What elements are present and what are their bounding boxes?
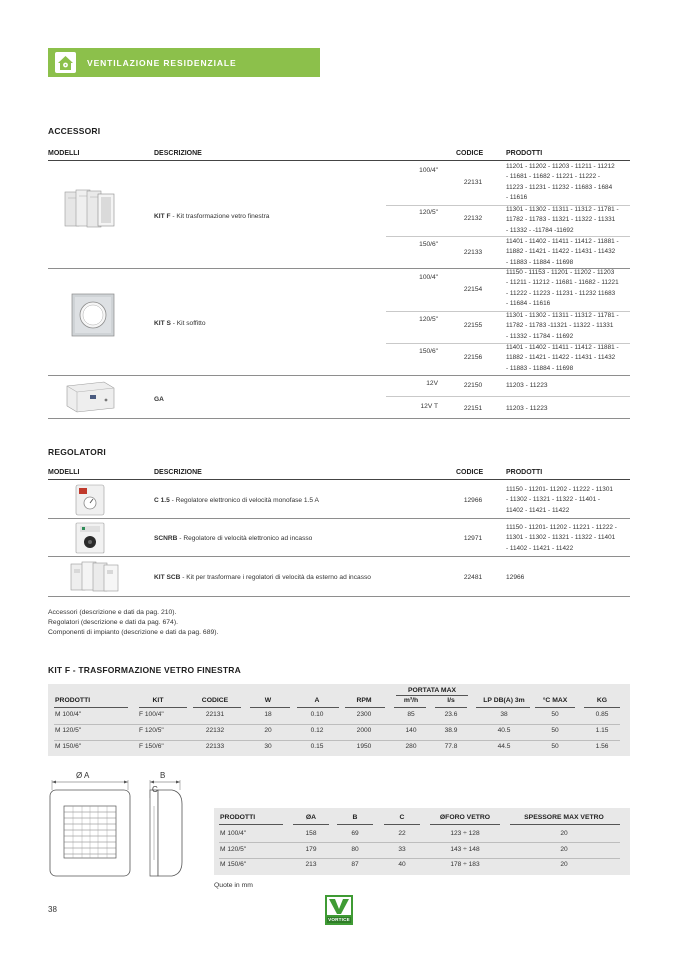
group-rule <box>48 418 630 419</box>
cell: 22131 <box>205 711 225 718</box>
cell: 2000 <box>356 727 372 734</box>
cell: 20 <box>264 727 272 734</box>
section-header-band <box>48 48 320 77</box>
dth-foro: ØFORO VETRO <box>439 814 491 821</box>
row-rule <box>219 858 620 859</box>
c15-image <box>74 484 106 516</box>
ga-code: 22150 <box>463 382 483 389</box>
prod-line: - 11332 - 11784 - 11692 <box>506 332 574 340</box>
th-rule <box>139 707 187 708</box>
th-lp: LP DB(A) 3m <box>483 697 525 704</box>
dth-a: ØA <box>305 814 317 821</box>
dimension-drawing <box>46 770 196 880</box>
dth-c: C <box>399 814 405 821</box>
header-rule <box>48 479 630 480</box>
unit-note: Quote in mm <box>214 882 253 889</box>
cell: 143 ÷ 148 <box>450 846 480 853</box>
th-kg: KG <box>596 697 608 704</box>
cell: 38 <box>500 711 508 718</box>
c15-prodotti <box>506 485 613 516</box>
header-rule <box>48 160 630 161</box>
cell: M 120/5" <box>55 727 82 734</box>
prod-line: 11782 - 11783 -11321 - 11322 - 11331 <box>506 322 614 330</box>
cell: 0.12 <box>310 727 324 734</box>
ga-prodotti: 11203 - 11223 <box>506 382 548 389</box>
cell: M 150/6" <box>220 861 247 868</box>
kit-f-size: 120/5" <box>419 209 438 216</box>
cell: 22133 <box>205 743 225 750</box>
kit-s-size: 100/4" <box>419 274 438 281</box>
kit-s-desc-text: - Kit soffitto <box>170 320 206 327</box>
kit-s-prodotti <box>506 311 619 342</box>
cell: 40.5 <box>497 727 511 734</box>
brand-name: VORTICE <box>328 917 350 922</box>
prod-line: 11201 - 11202 - 11203 - 11211 - 11212 <box>506 163 615 170</box>
c15-code: 12966 <box>463 497 483 504</box>
dth-rule <box>430 824 500 825</box>
row-rule <box>48 518 630 519</box>
c15-desc <box>154 497 319 504</box>
col-modelli: MODELLI <box>48 150 80 157</box>
prod-line: 11301 - 11302 - 11321 - 11322 - 11401 <box>506 534 616 542</box>
cell: 1950 <box>356 743 372 750</box>
cell: 20 <box>560 861 568 868</box>
note-line: Regolatori (descrizione e dati da pag. 674). <box>48 619 178 626</box>
dth-spessore: SPESSORE MAX VETRO <box>524 814 604 821</box>
kit-s-size: 120/5" <box>419 316 438 323</box>
dims-row <box>214 861 630 873</box>
ga-size: 12V <box>426 380 438 387</box>
cell: 1.56 <box>595 743 609 750</box>
cell: 85 <box>407 711 415 718</box>
cell: 50 <box>551 711 559 718</box>
cell: 38.9 <box>444 727 458 734</box>
kit-f-size: 150/6" <box>419 241 438 248</box>
cell: 40 <box>398 861 406 868</box>
th-w: W <box>264 697 272 704</box>
th-codice: CODICE <box>201 697 229 704</box>
col-codice: CODICE <box>456 150 484 157</box>
kitf-title: KIT F - TRASFORMAZIONE VETRO FINESTRA <box>48 665 241 675</box>
dth-rule <box>384 824 420 825</box>
dth-rule <box>219 824 283 825</box>
col-modelli: MODELLI <box>48 469 80 476</box>
cell: 123 ÷ 128 <box>450 830 480 837</box>
accessori-title: ACCESSORI <box>48 126 101 136</box>
cell: 20 <box>560 846 568 853</box>
th-m3h: m³/h <box>403 697 419 704</box>
kitf-row <box>48 711 630 725</box>
cell: 22 <box>398 830 406 837</box>
kit-scb-desc-text: - Kit per trasformare i regolatori di velocità da esterno ad incasso <box>180 574 371 581</box>
cell: 80 <box>351 846 359 853</box>
kit-f-desc <box>154 213 269 220</box>
prod-line: - 11616 <box>506 194 528 202</box>
scnrb-prodotti <box>506 523 617 554</box>
prod-line: - 11681 - 11682 - 11221 - 11222 - <box>506 173 601 181</box>
kit-f-prodotti <box>506 162 615 204</box>
kit-f-code: 22132 <box>463 215 483 222</box>
prod-line: 11301 - 11302 - 11311 - 11312 - 11781 - <box>506 206 619 213</box>
cell: 77.8 <box>444 743 458 750</box>
cell: 30 <box>264 743 272 750</box>
cell: 20 <box>560 830 568 837</box>
dth-b: B <box>352 814 358 821</box>
prod-line: 11301 - 11302 - 11311 - 11312 - 11781 - <box>506 312 619 319</box>
home-fan-icon <box>55 52 76 73</box>
kit-f-desc-text: - Kit trasformazione vetro finestra <box>170 213 270 220</box>
ga-image <box>64 378 116 414</box>
dth-rule <box>510 824 620 825</box>
cell: 50 <box>551 743 559 750</box>
scnrb-image <box>74 522 106 554</box>
th-rule <box>435 707 467 708</box>
col-descrizione: DESCRIZIONE <box>154 469 202 476</box>
portata-label: PORTATA MAX <box>407 687 457 694</box>
kit-s-image <box>71 293 115 337</box>
col-prodotti: PRODOTTI <box>506 150 543 157</box>
kit-f-code: 22133 <box>463 249 483 256</box>
dims-row <box>214 830 630 842</box>
th-prodotti: PRODOTTI <box>55 697 91 704</box>
group-rule <box>48 375 630 376</box>
col-codice: CODICE <box>456 469 484 476</box>
cell: 0.10 <box>310 711 324 718</box>
row-rule <box>48 596 630 597</box>
th-rule <box>250 707 290 708</box>
prod-line: 11882 - 11421 - 11422 - 11431 - 11432 <box>506 248 616 256</box>
th-a: A <box>314 697 320 704</box>
th-rule <box>535 707 575 708</box>
row-rule <box>54 724 620 725</box>
th-rule <box>584 707 620 708</box>
kit-scb-name: KIT SCB <box>154 574 181 581</box>
cell: 50 <box>551 727 559 734</box>
cell: F 150/6" <box>139 743 164 750</box>
ga-size: 12V T <box>420 403 438 410</box>
scnrb-desc-text: - Regolatore di velocità elettronico ad incasso <box>177 535 313 542</box>
th-rule <box>54 707 128 708</box>
cell: 22132 <box>205 727 225 734</box>
kit-s-prodotti <box>506 343 619 374</box>
cell: 23.6 <box>444 711 458 718</box>
prod-line: 11150 - 11201- 11202 - 11222 - 11301 <box>506 486 613 493</box>
cell: F 120/5" <box>139 727 164 734</box>
label-diameter-a: Ø A <box>76 771 90 780</box>
row-rule <box>219 842 620 843</box>
cell: 69 <box>351 830 359 837</box>
kit-s-size: 150/6" <box>419 348 438 355</box>
cell: 179 <box>305 846 317 853</box>
prod-line: - 11222 - 11223 - 11231 - 11232 11683 <box>506 289 616 297</box>
prod-line: 11150 - 11201- 11202 - 11221 - 11222 - <box>506 524 617 531</box>
th-rule <box>476 707 530 708</box>
cell: M 120/5" <box>220 846 247 853</box>
cell: 18 <box>264 711 272 718</box>
prod-line: 11401 - 11402 - 11411 - 11412 - 11881 - <box>506 238 619 245</box>
note-line: Componenti di impianto (descrizione e dati da pag. 689). <box>48 629 219 636</box>
prod-line: 11782 - 11783 - 11321 - 11322 - 11331 <box>506 216 616 224</box>
kit-scb-prodotti: 12966 <box>506 574 525 581</box>
kit-scb-code: 22481 <box>463 574 483 581</box>
row-rule <box>48 556 630 557</box>
scnrb-code: 12971 <box>463 535 483 542</box>
kit-s-code: 22155 <box>463 322 483 329</box>
notes <box>48 608 218 638</box>
cell: 33 <box>398 846 406 853</box>
cell: 178 ÷ 183 <box>450 861 480 868</box>
cell: 158 <box>305 830 317 837</box>
th-rule <box>297 707 339 708</box>
prod-line: 11402 - 11421 - 11422 <box>506 506 570 514</box>
scnrb-name: SCNRB <box>154 535 178 542</box>
prod-line: - 11211 - 11212 - 11681 - 11682 - 11221 <box>506 279 619 287</box>
prod-line: - 11302 - 11321 - 11322 - 11401 - <box>506 496 601 504</box>
col-prodotti: PRODOTTI <box>506 469 543 476</box>
kit-f-prodotti <box>506 205 619 236</box>
kit-s-name: KIT S <box>154 320 171 327</box>
ga-name: GA <box>154 396 164 403</box>
ga-code: 22151 <box>463 405 483 412</box>
kit-s-code: 22154 <box>463 286 483 293</box>
row-rule <box>386 396 630 397</box>
ga-desc <box>154 396 164 403</box>
kit-s-desc <box>154 320 206 327</box>
c15-name: C 1.5 <box>154 497 170 504</box>
dth-rule <box>337 824 373 825</box>
kit-scb-desc <box>154 574 371 581</box>
cell: 0.15 <box>310 743 324 750</box>
kit-f-size: 100/4" <box>419 167 438 174</box>
prod-line: 11401 - 11402 - 11411 - 11412 - 11881 - <box>506 344 619 351</box>
dims-row <box>214 846 630 858</box>
prod-line: 11150 - 11153 - 11201 - 11202 - 11203 <box>506 269 615 276</box>
th-rpm: RPM <box>356 697 372 704</box>
th-rule <box>345 707 385 708</box>
col-descrizione: DESCRIZIONE <box>154 150 202 157</box>
portata-rule <box>396 695 468 696</box>
label-c: C <box>152 785 158 794</box>
kit-f-name: KIT F <box>154 213 171 220</box>
ga-prodotti: 11203 - 11223 <box>506 405 548 412</box>
th-rule <box>193 707 241 708</box>
row-rule <box>54 740 620 741</box>
regolatori-title: REGOLATORI <box>48 447 106 457</box>
th-rule <box>394 707 426 708</box>
prod-line: 11223 - 11231 - 11232 - 11683 - 1684 <box>506 183 613 191</box>
kit-f-prodotti <box>506 237 619 268</box>
prod-line: - 11332 - -11784 -11692 <box>506 226 574 234</box>
cell: 44.5 <box>497 743 511 750</box>
vortice-logo <box>325 895 353 925</box>
c15-desc-text: - Regolatore elettronico di velocità monofase 1.5 A <box>169 497 319 504</box>
dth-prodotti: PRODOTTI <box>220 814 256 821</box>
section-title: VENTILAZIONE RESIDENZIALE <box>87 57 237 68</box>
prod-line: 11882 - 11421 - 11422 - 11431 - 11432 <box>506 354 616 362</box>
cell: M 100/4" <box>55 711 82 718</box>
kitf-row <box>48 727 630 741</box>
cell: 2300 <box>356 711 372 718</box>
cell: 87 <box>351 861 359 868</box>
page-number: 38 <box>48 905 57 914</box>
cell: 213 <box>305 861 317 868</box>
prod-line: - 11684 - 11616 <box>506 300 551 308</box>
kit-scb-image <box>70 561 120 593</box>
kit-f-image <box>64 188 116 232</box>
cell: M 150/6" <box>55 743 82 750</box>
note-line: Accessori (descrizione e dati da pag. 210). <box>48 609 177 616</box>
kit-f-code: 22131 <box>463 179 483 186</box>
kit-s-code: 22156 <box>463 354 483 361</box>
cell: M 100/4" <box>220 830 247 837</box>
label-b: B <box>160 771 166 780</box>
cell: 0.85 <box>595 711 609 718</box>
th-ls: l/s <box>447 697 455 704</box>
prod-line: - 11402 - 11421 - 11422 <box>506 544 574 552</box>
cell: F 100/4" <box>139 711 164 718</box>
th-kit: KIT <box>152 697 164 704</box>
kitf-row <box>48 743 630 757</box>
prod-line: - 11883 - 11884 - 11698 <box>506 258 574 266</box>
prod-line: - 11883 - 11884 - 11698 <box>506 364 574 372</box>
cell: 280 <box>405 743 417 750</box>
scnrb-desc <box>154 535 312 542</box>
dth-rule <box>293 824 329 825</box>
th-cmax: °C MAX <box>542 697 568 704</box>
cell: 1.15 <box>595 727 609 734</box>
kit-s-prodotti <box>506 268 619 310</box>
cell: 140 <box>405 727 417 734</box>
